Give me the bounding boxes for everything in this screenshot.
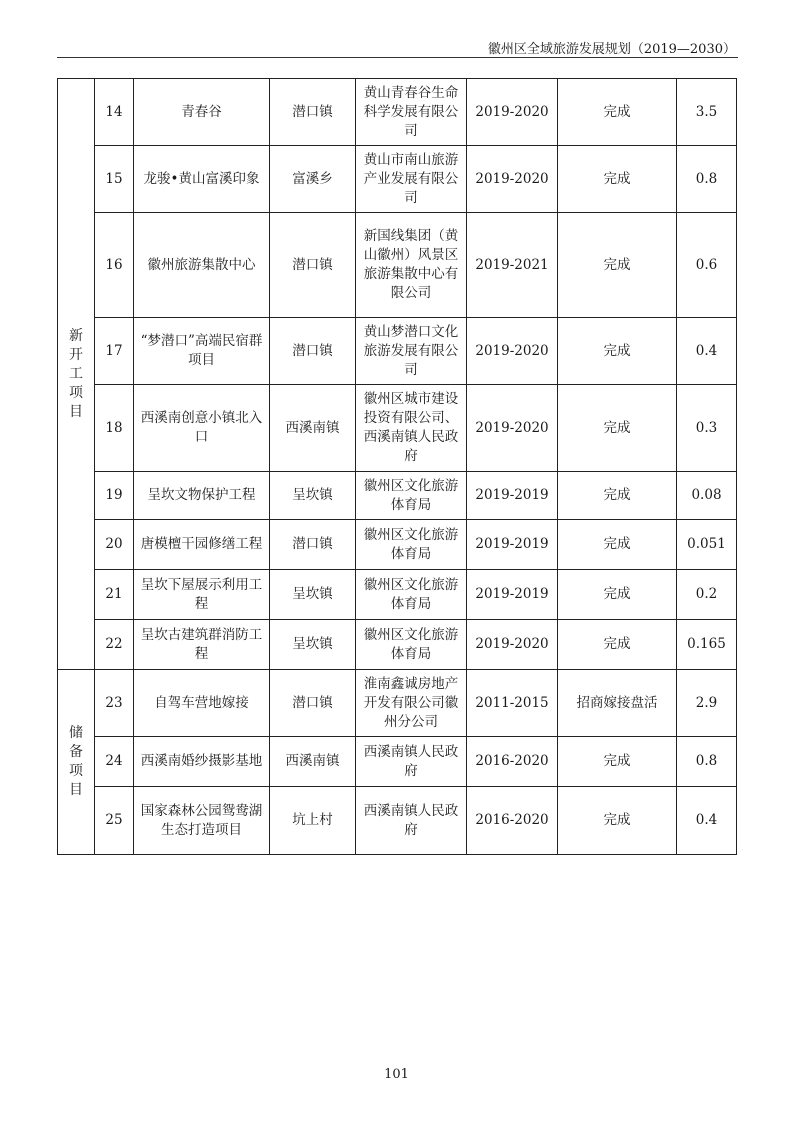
project-period: 2019-2020 [467,318,558,385]
project-status: 完成 [558,520,677,570]
project-period: 2019-2019 [467,472,558,520]
project-status: 完成 [558,385,677,472]
project-period: 2019-2019 [467,520,558,570]
project-investment: 0.4 [677,318,737,385]
row-number: 14 [95,79,134,146]
table-row [58,737,737,787]
table-row [58,787,737,855]
table-row [58,472,737,520]
project-investment: 0.08 [677,472,737,520]
project-location: 坑上村 [270,787,356,855]
table-row [58,213,737,318]
project-status: 完成 [558,318,677,385]
projects-table [57,78,737,855]
project-investment: 3.5 [677,79,737,146]
project-status: 完成 [558,79,677,146]
project-location: 潜口镇 [270,520,356,570]
project-name: “梦潜口”高端民宿群项目 [134,318,270,385]
project-investment: 0.165 [677,620,737,670]
project-location: 呈坎镇 [270,570,356,620]
project-owner: 黄山市南山旅游产业发展有限公司 [356,146,467,213]
project-owner: 西溪南镇人民政府 [356,787,467,855]
project-name: 唐模檀干园修缮工程 [134,520,270,570]
project-owner: 徽州区城市建设投资有限公司、西溪南镇人民政府 [356,385,467,472]
row-number: 16 [95,213,134,318]
table-row [58,520,737,570]
project-period: 2019-2020 [467,385,558,472]
row-number: 20 [95,520,134,570]
project-status: 完成 [558,737,677,787]
project-status: 招商嫁接盘活 [558,670,677,737]
project-location: 潜口镇 [270,79,356,146]
project-owner: 徽州区文化旅游体育局 [356,520,467,570]
project-owner: 西溪南镇人民政府 [356,737,467,787]
project-name: 呈坎文物保护工程 [134,472,270,520]
row-number: 24 [95,737,134,787]
row-number: 17 [95,318,134,385]
project-investment: 0.8 [677,146,737,213]
table-row [58,146,737,213]
project-name: 徽州旅游集散中心 [134,213,270,318]
project-period: 2019-2021 [467,213,558,318]
project-status: 完成 [558,146,677,213]
project-location: 富溪乡 [270,146,356,213]
project-period: 2016-2020 [467,737,558,787]
table-row [58,79,737,146]
project-status: 完成 [558,213,677,318]
row-number: 23 [95,670,134,737]
group-label-cell [58,79,95,670]
project-investment: 0.6 [677,213,737,318]
project-name: 青春谷 [134,79,270,146]
project-status: 完成 [558,787,677,855]
project-name: 自驾车营地嫁接 [134,670,270,737]
project-location: 呈坎镇 [270,620,356,670]
row-number: 21 [95,570,134,620]
row-number: 22 [95,620,134,670]
project-owner: 徽州区文化旅游体育局 [356,472,467,520]
project-investment: 0.2 [677,570,737,620]
row-number: 15 [95,146,134,213]
row-number: 18 [95,385,134,472]
project-owner: 黄山青春谷生命科学发展有限公司 [356,79,467,146]
group-label: 储备项目 [69,725,83,798]
project-name: 西溪南婚纱摄影基地 [134,737,270,787]
table-row [58,670,737,737]
project-name: 龙骏•黄山富溪印象 [134,146,270,213]
project-period: 2019-2019 [467,570,558,620]
project-period: 2019-2020 [467,79,558,146]
page-number: 101 [384,1067,409,1082]
table-row [58,620,737,670]
project-status: 完成 [558,472,677,520]
project-name: 国家森林公园鸳鸯湖生态打造项目 [134,787,270,855]
project-location: 呈坎镇 [270,472,356,520]
project-investment: 0.3 [677,385,737,472]
table-body [58,79,737,855]
group-label: 新开工项目 [69,327,83,420]
project-investment: 0.8 [677,737,737,787]
project-name: 呈坎下屋展示利用工程 [134,570,270,620]
project-name: 西溪南创意小镇北入口 [134,385,270,472]
project-owner: 淮南鑫诚房地产开发有限公司徽州分公司 [356,670,467,737]
project-location: 潜口镇 [270,318,356,385]
project-period: 2011-2015 [467,670,558,737]
project-investment: 0.051 [677,520,737,570]
row-number: 19 [95,472,134,520]
running-header: 徽州区全域旅游发展规划（2019—2030） [487,42,736,57]
project-owner: 徽州区文化旅游体育局 [356,570,467,620]
project-location: 潜口镇 [270,670,356,737]
project-location: 西溪南镇 [270,737,356,787]
project-owner: 新国线集团（黄山徽州）风景区旅游集散中心有限公司 [356,213,467,318]
project-location: 西溪南镇 [270,385,356,472]
project-status: 完成 [558,570,677,620]
project-investment: 0.4 [677,787,737,855]
table-row [58,318,737,385]
table-row [58,385,737,472]
project-period: 2016-2020 [467,787,558,855]
project-name: 呈坎古建筑群消防工程 [134,620,270,670]
project-investment: 2.9 [677,670,737,737]
table-row [58,570,737,620]
header-rule [57,57,738,58]
project-location: 潜口镇 [270,213,356,318]
project-status: 完成 [558,620,677,670]
row-number: 25 [95,787,134,855]
group-label-cell [58,670,95,855]
project-period: 2019-2020 [467,620,558,670]
project-owner: 徽州区文化旅游体育局 [356,620,467,670]
project-owner: 黄山梦潜口文化旅游发展有限公司 [356,318,467,385]
project-period: 2019-2020 [467,146,558,213]
